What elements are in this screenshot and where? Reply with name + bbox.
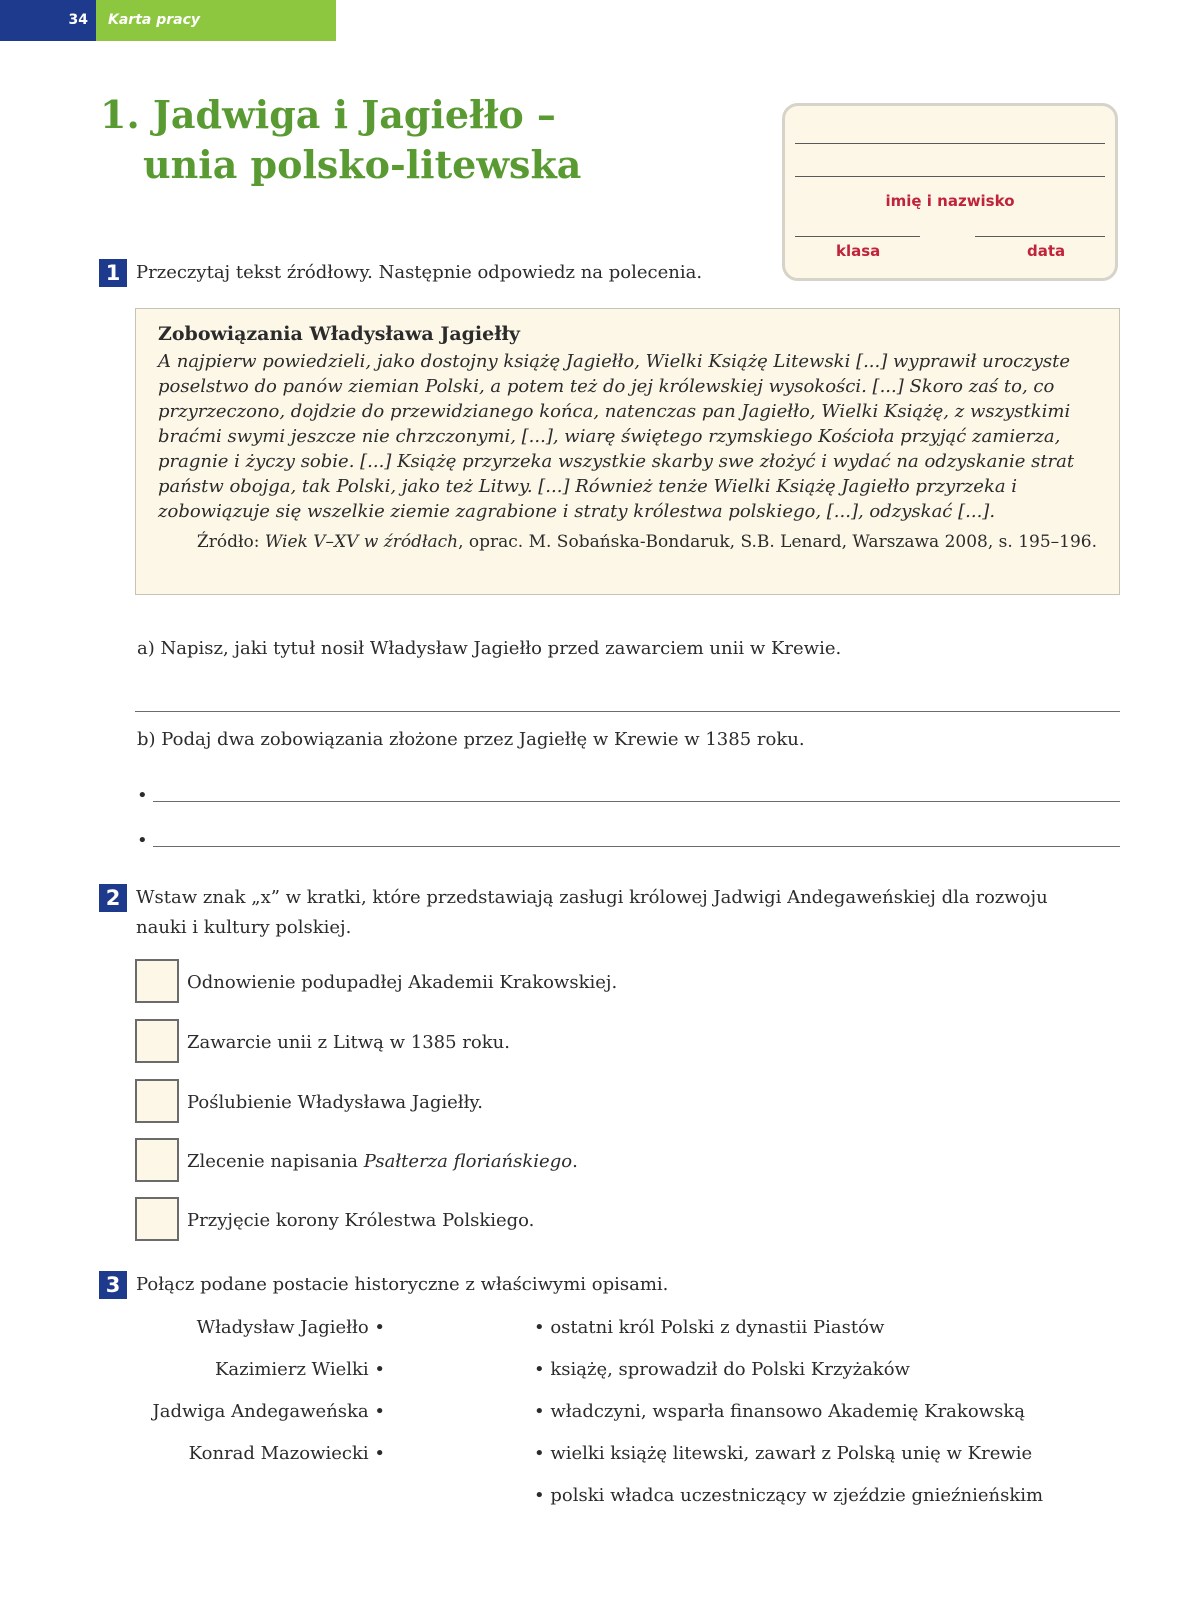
question-b: b) Podaj dwa zobowiązania złożone przez Jagiełłę w Krewie w 1385 roku. [137, 729, 805, 750]
option-4-prefix: Zlecenie napisania [187, 1151, 364, 1172]
answer-line-b2[interactable] [153, 846, 1120, 847]
option-2-text: Zawarcie unii z Litwą w 1385 roku. [187, 1032, 510, 1053]
name-line-2[interactable] [795, 176, 1105, 177]
checkbox-option-2[interactable] [135, 1019, 179, 1063]
class-line[interactable] [795, 236, 920, 237]
source-reference [158, 532, 1097, 552]
task-2-instruction-line-1: Wstaw znak „x” w kratki, które przedstawiają zasługi królowej Jadwigi Andegaweńskiej dla rozwoju [136, 887, 1048, 908]
name-label: imię i nazwisko [885, 192, 1015, 210]
checkbox-option-5[interactable] [135, 1197, 179, 1241]
task-1-number: 1 [99, 259, 127, 287]
description-2[interactable]: • książę, sprowadził do Polski Krzyżaków [534, 1359, 910, 1380]
option-5-text: Przyjęcie korony Królestwa Polskiego. [187, 1210, 535, 1231]
task-2-instruction-line-2: nauki i kultury polskiej. [136, 917, 352, 938]
question-a: a) Napisz, jaki tytuł nosił Władysław Jagiełło przed zawarciem unii w Krewie. [137, 638, 842, 659]
source-body: A najpierw powiedzieli, jako dostojny książę Jagiełło, Wielki Książę Litewski [...] wyprawił uroczyste poselstwo do panów ziemian Polski, a potem też do jej królewskiej wysokości. [...] Skoro zaś to, co przyrzeczono, dojdzie do przewidzianego końca, natenczas pan Jagiełło, Wielki Książę, z wszystkimi braćmi swymi jeszcze nie chrzczonymi, [...], wiarę świętego rzymskiego Kościoła przyjąć zamierza, pragnie i życzy sobie. [...] Książę przyrzeka wszystkie skarby swe złożyć i wydać na odzyskanie strat państw obojga, tak Polski, jako też Litwy. [...] Również tenże Wielki Książę Jagiełło przyrzeka i zobowiązuje się wszelkie ziemie zagrabione i straty królestwa polskiego, [...], odzyskać [...]. [158, 351, 1075, 522]
page-title [100, 90, 581, 190]
student-info-box [782, 103, 1118, 281]
task-2-number: 2 [99, 884, 127, 912]
task-3-number: 3 [99, 1271, 127, 1299]
name-line-1[interactable] [795, 143, 1105, 144]
answer-line-a[interactable] [135, 711, 1120, 712]
option-3-text: Poślubienie Władysława Jagiełły. [187, 1092, 483, 1113]
description-3[interactable]: • władczyni, wsparła finansowo Akademię Krakowską [534, 1401, 1025, 1422]
checkbox-option-4[interactable] [135, 1138, 179, 1182]
page-number: 34 [0, 0, 96, 41]
source-title: Zobowiązania Władysława Jagiełły [158, 323, 520, 345]
answer-b-bullet-1: • [137, 785, 148, 806]
section-label: Karta pracy [96, 0, 336, 41]
checkbox-option-3[interactable] [135, 1079, 179, 1123]
option-1-text: Odnowienie podupadłej Akademii Krakowskiej. [187, 972, 618, 993]
class-label: klasa [836, 242, 881, 260]
person-4[interactable]: Konrad Mazowiecki • [188, 1443, 385, 1464]
option-4-italic: Psałterza floriańskiego [363, 1151, 573, 1172]
task-1-instruction: Przeczytaj tekst źródłowy. Następnie odpowiedz na polecenia. [136, 262, 703, 283]
source-text-box [135, 308, 1120, 595]
checkbox-option-1[interactable] [135, 959, 179, 1003]
date-label: data [1027, 242, 1066, 260]
source-ref-book: Wiek V–XV w źródłach [264, 532, 459, 552]
person-2[interactable]: Kazimierz Wielki • [214, 1359, 385, 1380]
date-line[interactable] [975, 236, 1105, 237]
option-4-suffix: . [572, 1151, 578, 1172]
description-1[interactable]: • ostatni król Polski z dynastii Piastów [534, 1317, 885, 1338]
task-3-instruction: Połącz podane postacie historyczne z właściwymi opisami. [136, 1274, 669, 1295]
title-line-1: 1. Jadwiga i Jagiełło – [100, 92, 556, 137]
description-5[interactable]: • polski władca uczestniczący w zjeździe gnieźnieńskim [534, 1485, 1044, 1506]
answer-b-bullet-2: • [137, 830, 148, 851]
description-4[interactable]: • wielki książę litewski, zawarł z Polską unię w Krewie [534, 1443, 1033, 1464]
source-ref-rest: , oprac. M. Sobańska-Bondaruk, S.B. Lenard, Warszawa 2008, s. 195–196. [458, 532, 1097, 552]
answer-line-b1[interactable] [153, 801, 1120, 802]
option-4-text [187, 1149, 578, 1175]
person-1[interactable]: Władysław Jagiełło • [196, 1317, 385, 1338]
source-ref-prefix: Źródło: [196, 532, 265, 552]
person-3[interactable]: Jadwiga Andegaweńska • [152, 1401, 385, 1422]
title-line-2: unia polsko-litewska [143, 142, 582, 187]
